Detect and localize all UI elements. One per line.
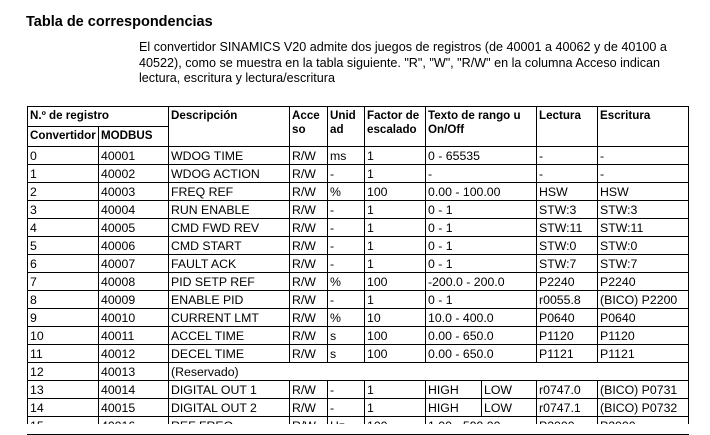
cell-factor: 1 xyxy=(365,147,426,165)
cell-acceso: R/W xyxy=(290,309,328,327)
header-acceso: Acce so xyxy=(290,107,328,147)
cell-factor: 1 xyxy=(365,237,426,255)
table-row xyxy=(28,291,689,309)
cell-convertidor: 13 xyxy=(28,381,99,399)
cell-acceso: R/W xyxy=(290,165,328,183)
cell-lectura: STW:3 xyxy=(537,201,598,219)
cell-convertidor: 10 xyxy=(28,327,99,345)
cell-convertidor: 2 xyxy=(28,183,99,201)
cell-acceso: R/W xyxy=(290,147,328,165)
cell-modbus: 40003 xyxy=(99,183,169,201)
cell-rango: - xyxy=(426,165,537,183)
section-title: Tabla de correspondencias xyxy=(26,14,213,30)
cell-modbus: 40008 xyxy=(99,273,169,291)
cell-convertidor: 8 xyxy=(28,291,99,309)
cell-descripcion: ACCEL TIME xyxy=(169,327,290,345)
cell-unidad: - xyxy=(328,291,365,309)
cell-unidad: s xyxy=(328,345,365,363)
cell-convertidor: 12 xyxy=(28,363,99,381)
cell-factor: 1 xyxy=(365,219,426,237)
cell-factor: 100 xyxy=(365,183,426,201)
table-row xyxy=(28,183,689,201)
cell-factor: 1 xyxy=(365,399,426,417)
cell-escritura: STW:7 xyxy=(598,255,689,273)
cell-rango: 0 - 65535 xyxy=(426,147,537,165)
cell-escritura: (BICO) P2200 xyxy=(598,291,689,309)
table-row xyxy=(28,237,689,255)
cell-lectura: P1120 xyxy=(537,327,598,345)
page-cut-mask xyxy=(23,424,703,434)
cell-modbus: 40015 xyxy=(99,399,169,417)
cell-escritura: - xyxy=(598,147,689,165)
cell-descripcion: CURRENT LMT xyxy=(169,309,290,327)
cell-lectura: r0055.8 xyxy=(537,291,598,309)
cell-factor: 1 xyxy=(365,381,426,399)
cell-escritura: P1120 xyxy=(598,327,689,345)
cell-convertidor: 7 xyxy=(28,273,99,291)
cell-modbus: 40004 xyxy=(99,201,169,219)
cell-descripcion: FAULT ACK xyxy=(169,255,290,273)
header-factor: Factor de escalado xyxy=(365,107,426,147)
cell-rango-low: LOW xyxy=(482,399,537,417)
cell-convertidor: 11 xyxy=(28,345,99,363)
cell-modbus: 40002 xyxy=(99,165,169,183)
cell-lectura: r0747.0 xyxy=(537,381,598,399)
cell-modbus: 40009 xyxy=(99,291,169,309)
cell-descripcion: DECEL TIME xyxy=(169,345,290,363)
cell-acceso: R/W xyxy=(290,291,328,309)
header-texto-rango: Texto de rango u On/Off xyxy=(426,107,537,147)
cell-descripcion: ENABLE PID xyxy=(169,291,290,309)
cell-rango: 0 - 1 xyxy=(426,255,537,273)
cell-factor: 100 xyxy=(365,345,426,363)
cell-modbus: 40012 xyxy=(99,345,169,363)
cell-factor: 100 xyxy=(365,273,426,291)
cell-escritura: STW:3 xyxy=(598,201,689,219)
cell-escritura: P2240 xyxy=(598,273,689,291)
cell-rango: 0.00 - 650.0 xyxy=(426,345,537,363)
cell-descripcion: PID SETP REF xyxy=(169,273,290,291)
cell-lectura: STW:7 xyxy=(537,255,598,273)
cell-convertidor: 6 xyxy=(28,255,99,273)
cell-acceso: R/W xyxy=(290,237,328,255)
cell-rango: 0.00 - 100.00 xyxy=(426,183,537,201)
table-row xyxy=(28,273,689,291)
table-row xyxy=(28,309,689,327)
header-descripcion: Descripción xyxy=(169,107,290,147)
cell-modbus: 40001 xyxy=(99,147,169,165)
cell-descripcion: (Reservado) xyxy=(169,363,689,381)
table-row xyxy=(28,363,689,381)
cell-factor: 1 xyxy=(365,165,426,183)
table-row xyxy=(28,147,689,165)
cell-rango-high: HIGH xyxy=(426,399,482,417)
cell-unidad: - xyxy=(328,255,365,273)
cell-rango: -200.0 - 200.0 xyxy=(426,273,537,291)
cell-unidad: - xyxy=(328,399,365,417)
header-modbus: MODBUS xyxy=(99,127,169,147)
header-escritura: Escritura xyxy=(598,107,689,147)
cell-escritura: P0640 xyxy=(598,309,689,327)
register-table xyxy=(27,106,689,435)
header-register-number: N.º de registro xyxy=(28,107,169,127)
cell-factor: 10 xyxy=(365,309,426,327)
cell-unidad: - xyxy=(328,381,365,399)
cell-acceso: R/W xyxy=(290,327,328,345)
table-row xyxy=(28,399,689,417)
cell-lectura: STW:11 xyxy=(537,219,598,237)
cell-lectura: r0747.1 xyxy=(537,399,598,417)
cell-descripcion: CMD FWD REV xyxy=(169,219,290,237)
cell-descripcion: RUN ENABLE xyxy=(169,201,290,219)
cell-rango: 0 - 1 xyxy=(426,291,537,309)
cell-acceso: R/W xyxy=(290,201,328,219)
header-convertidor: Convertidor xyxy=(28,127,99,147)
cell-factor: 1 xyxy=(365,255,426,273)
header-unidad: Unid ad xyxy=(328,107,365,147)
table-row xyxy=(28,201,689,219)
cell-escritura: (BICO) P0732 xyxy=(598,399,689,417)
cell-acceso: R/W xyxy=(290,273,328,291)
cell-descripcion: WDOG ACTION xyxy=(169,165,290,183)
cell-factor: 1 xyxy=(365,201,426,219)
cell-descripcion: DIGITAL OUT 2 xyxy=(169,399,290,417)
cell-acceso: R/W xyxy=(290,255,328,273)
cell-convertidor: 4 xyxy=(28,219,99,237)
intro-paragraph: El convertidor SINAMICS V20 admite dos juegos de registros (de 40001 a 40062 y de 40100 a 40522), como se muestra en la tabla siguiente. "R", "W", "R/W" en la columna Acceso indican lectura, escritura y lectura/escritura xyxy=(139,40,667,85)
cell-descripcion: FREQ REF xyxy=(169,183,290,201)
cell-lectura: P2240 xyxy=(537,273,598,291)
cell-escritura: STW:0 xyxy=(598,237,689,255)
cell-unidad: % xyxy=(328,273,365,291)
cell-convertidor: 9 xyxy=(28,309,99,327)
cell-modbus: 40011 xyxy=(99,327,169,345)
cell-unidad: - xyxy=(328,219,365,237)
header-lectura: Lectura xyxy=(537,107,598,147)
cell-unidad: - xyxy=(328,201,365,219)
cell-convertidor: 14 xyxy=(28,399,99,417)
cell-rango: 0.00 - 650.0 xyxy=(426,327,537,345)
table-row xyxy=(28,345,689,363)
cell-lectura: STW:0 xyxy=(537,237,598,255)
cell-modbus: 40010 xyxy=(99,309,169,327)
table-row xyxy=(28,165,689,183)
cell-descripcion: WDOG TIME xyxy=(169,147,290,165)
cell-convertidor: 3 xyxy=(28,201,99,219)
cell-modbus: 40014 xyxy=(99,381,169,399)
cell-modbus: 40007 xyxy=(99,255,169,273)
table-row xyxy=(28,255,689,273)
cell-unidad: ms xyxy=(328,147,365,165)
cell-modbus: 40006 xyxy=(99,237,169,255)
cell-acceso: R/W xyxy=(290,399,328,417)
cell-lectura: - xyxy=(537,165,598,183)
cell-factor: 1 xyxy=(365,291,426,309)
table-row xyxy=(28,327,689,345)
cell-acceso: R/W xyxy=(290,183,328,201)
cell-unidad: % xyxy=(328,183,365,201)
cell-lectura: P0640 xyxy=(537,309,598,327)
cell-modbus: 40013 xyxy=(99,363,169,381)
cell-escritura: HSW xyxy=(598,183,689,201)
cell-rango: 0 - 1 xyxy=(426,219,537,237)
cell-escritura: STW:11 xyxy=(598,219,689,237)
cell-modbus: 40005 xyxy=(99,219,169,237)
table-row xyxy=(28,381,689,399)
cell-rango: 0 - 1 xyxy=(426,201,537,219)
cell-acceso: R/W xyxy=(290,381,328,399)
cell-lectura: - xyxy=(537,147,598,165)
cell-convertidor: 1 xyxy=(28,165,99,183)
cell-unidad: % xyxy=(328,309,365,327)
cell-descripcion: CMD START xyxy=(169,237,290,255)
cell-escritura: P1121 xyxy=(598,345,689,363)
table-row xyxy=(28,219,689,237)
cell-descripcion: DIGITAL OUT 1 xyxy=(169,381,290,399)
cell-unidad: - xyxy=(328,165,365,183)
cell-acceso: R/W xyxy=(290,345,328,363)
cell-rango: 10.0 - 400.0 xyxy=(426,309,537,327)
cell-rango-high: HIGH xyxy=(426,381,482,399)
cell-escritura: - xyxy=(598,165,689,183)
cell-acceso: R/W xyxy=(290,219,328,237)
cell-rango-low: LOW xyxy=(482,381,537,399)
cell-lectura: HSW xyxy=(537,183,598,201)
cell-rango: 0 - 1 xyxy=(426,237,537,255)
register-table-wrapper xyxy=(27,106,689,435)
cell-unidad: - xyxy=(328,237,365,255)
cell-escritura: (BICO) P0731 xyxy=(598,381,689,399)
cell-lectura: P1121 xyxy=(537,345,598,363)
cell-unidad: s xyxy=(328,327,365,345)
cell-convertidor: 5 xyxy=(28,237,99,255)
cell-convertidor: 0 xyxy=(28,147,99,165)
cell-factor: 100 xyxy=(365,327,426,345)
register-table-body xyxy=(28,147,689,435)
